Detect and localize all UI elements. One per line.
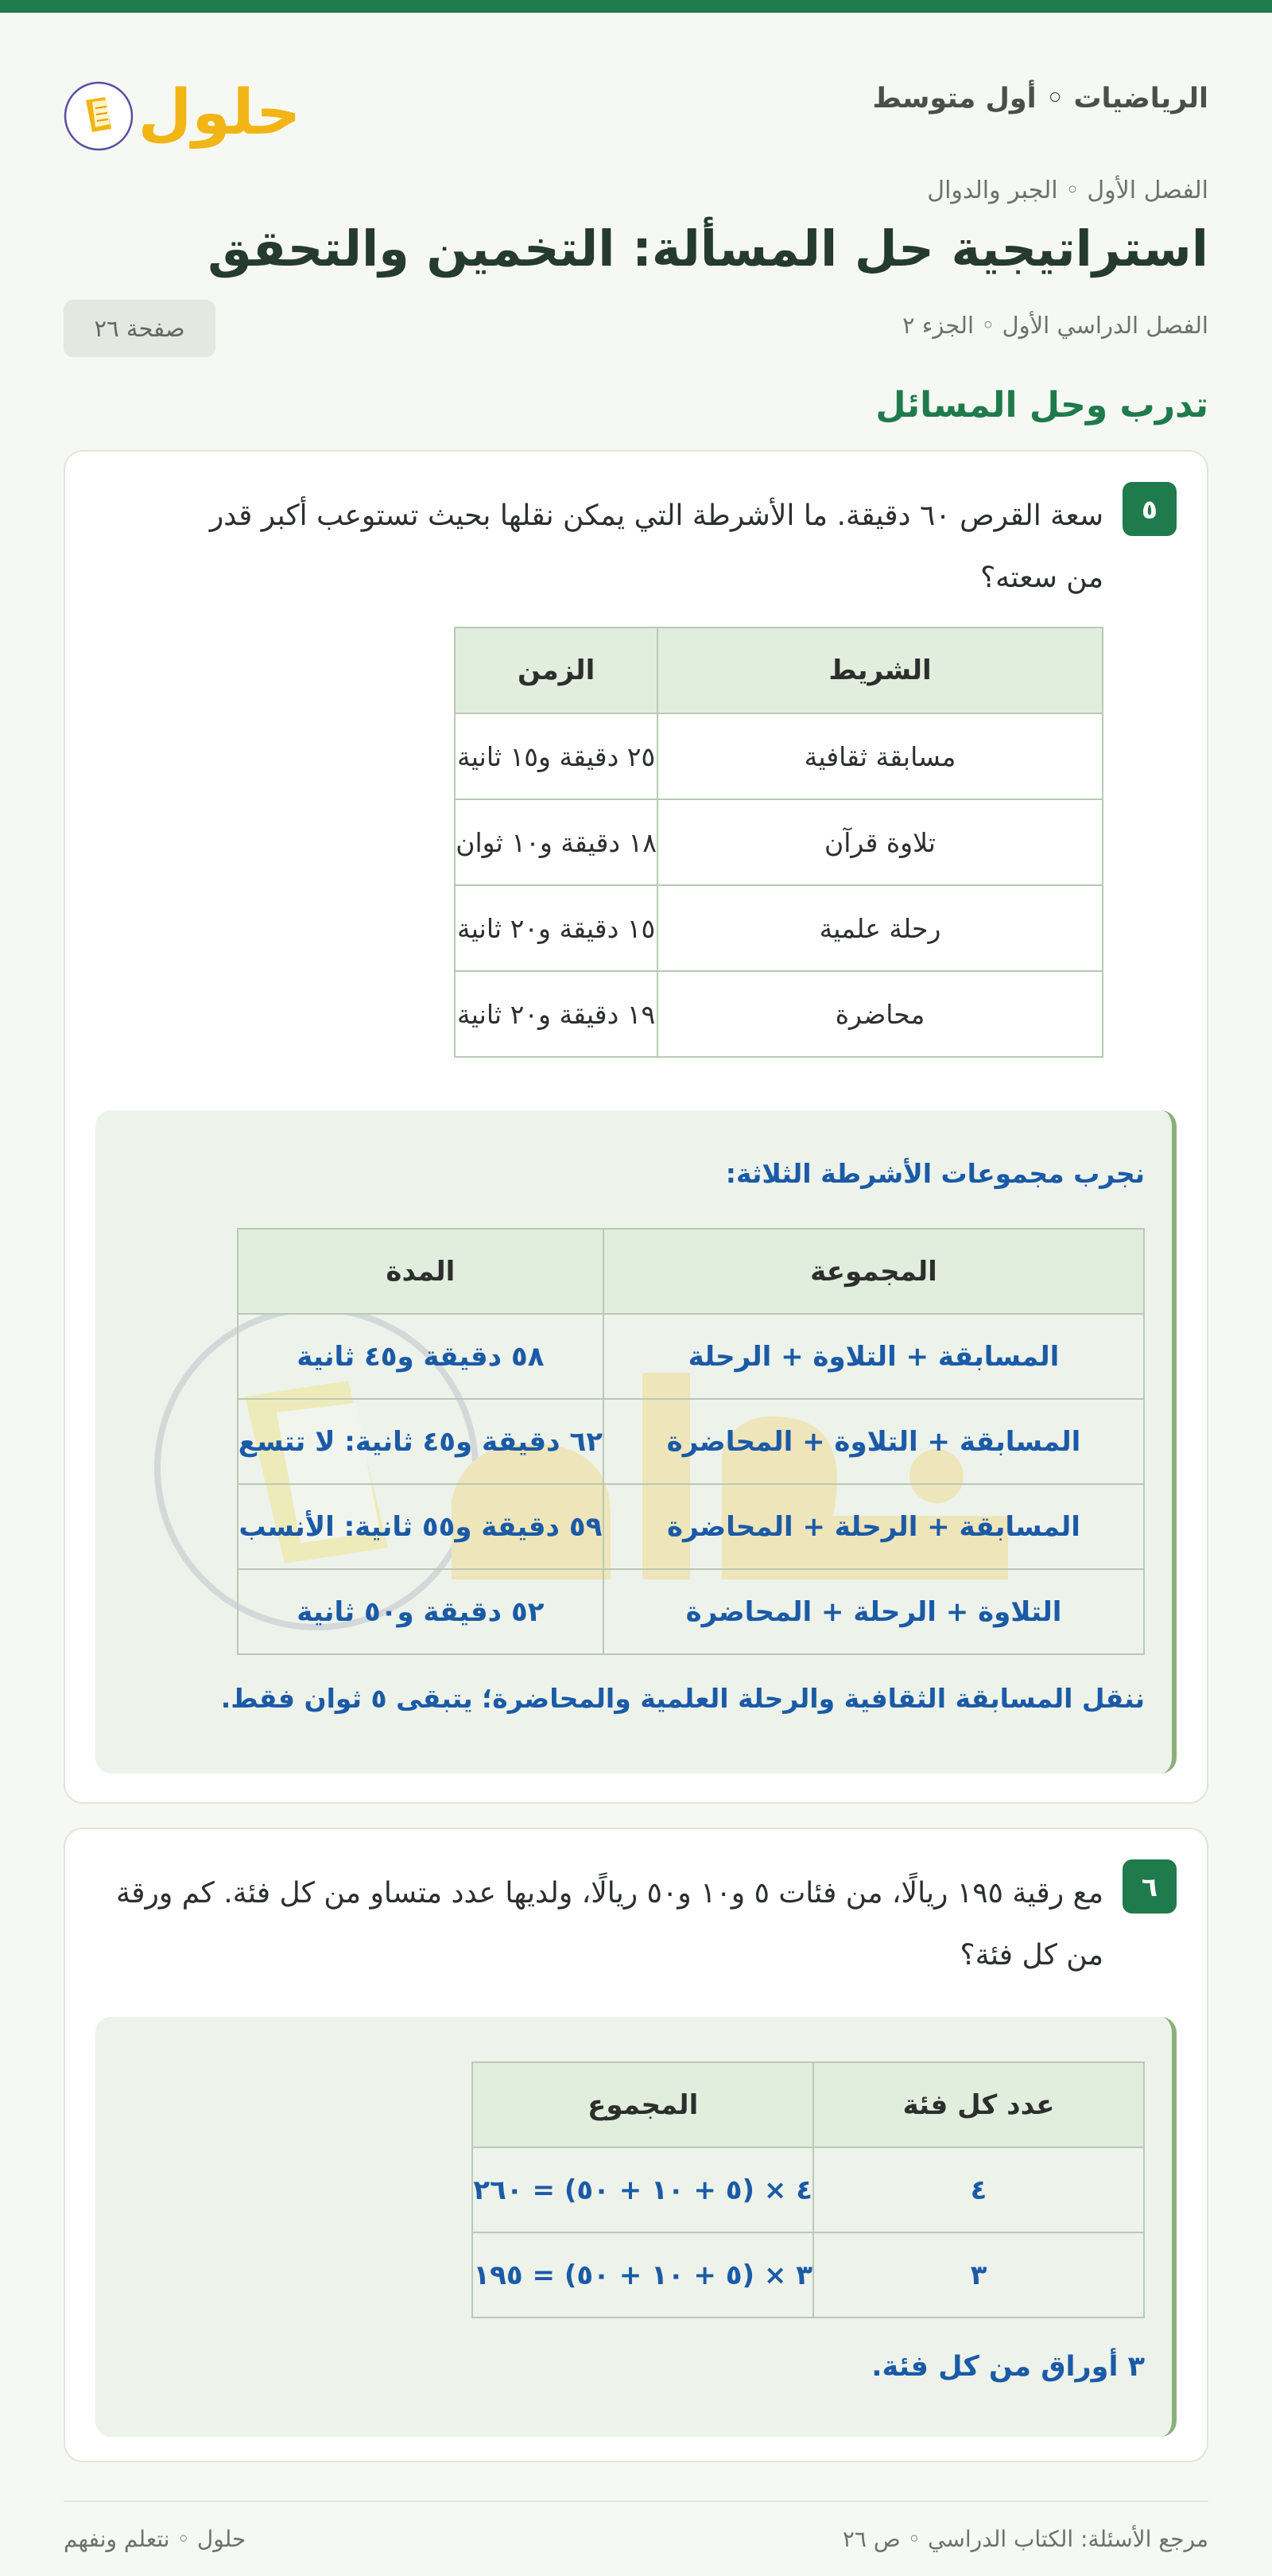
question-number-badge: ٦ [1123,1859,1177,1914]
table-cell: ٣ [813,2232,1144,2318]
table-header-cell: المجموعة [603,1229,1144,1314]
question-text: سعة القرص ٦٠ دقيقة. ما الأشرطة التي يمكن نقلها بحيث تستوعب أكبر قدر من سعته؟ [209,499,1103,594]
table-row [455,885,1103,971]
table-cell: رحلة علمية [657,885,1103,971]
table-row [238,1484,1144,1569]
table-header-cell: الزمن [455,627,657,713]
page-header [64,51,1208,149]
table-header-row [238,1229,1144,1314]
table-cell: ٢٥ دقيقة و١٥ ثانية [455,713,657,799]
page-number-badge: صفحة ٢٦ [64,300,215,357]
table-cell: ٦٢ دقيقة و٤٥ ثانية: لا تتسع [238,1399,603,1484]
combinations-table [237,1228,1145,1655]
table-header-cell: المدة [238,1229,603,1314]
solution-box [95,1110,1177,1774]
table-row [455,799,1103,885]
table-cell: مسابقة ثقافية [657,713,1103,799]
hulul-logo [64,51,302,154]
solution-answer: ٣ أوراق من كل فئة. [871,2351,1145,2383]
question-text: مع رقية ١٩٥ ريالًا، من فئات ٥ و١٠ و٥٠ ريالًا، ولديها عدد متساو من كل فئة. كم ورقة من كل فئة؟ [115,1877,1103,1972]
page [64,13,1208,2576]
table-cell: المسابقة + التلاوة + المحاضرة [603,1399,1144,1484]
denominations-table [471,2061,1145,2318]
section-title: تدرب وحل المسائل [875,385,1208,425]
table-cell: تلاوة قرآن [657,799,1103,885]
table-cell: ٥٨ دقيقة و٤٥ ثانية [238,1314,603,1399]
question-number-badge: ٥ [1123,482,1177,536]
table-cell: ٣ × (٥ + ١٠ + ٥٠) = ١٩٥ [472,2232,813,2318]
table-row [472,2232,1144,2318]
logo-text: حلول [138,77,301,149]
footer-reference: مرجع الأسئلة: الكتاب الدراسي ◦ ص ٢٦ [842,2526,1208,2552]
footer-divider [64,2500,1208,2502]
table-row [455,713,1103,799]
table-header-row [472,2062,1144,2147]
tapes-table [454,627,1103,1058]
table-header-cell: المجموع [472,2062,813,2147]
table-cell: ١٩ دقيقة و٢٠ ثانية [455,971,657,1057]
table-cell: محاضرة [657,971,1103,1057]
question-card-6 [64,1828,1208,2462]
table-cell: ٥٢ دقيقة و٥٠ ثانية [238,1569,603,1654]
table-cell: ٥٩ دقيقة و٥٥ ثانية: الأنسب [238,1484,603,1569]
table-row [238,1314,1144,1399]
page-title: استراتيجية حل المسألة: التخمين والتحقق [207,220,1208,278]
solution-conclusion: ننقل المسابقة الثقافية والرحلة العلمية والمحاضرة؛ يتبقى ٥ ثوان فقط. [220,1683,1145,1714]
table-header-row [455,627,1103,713]
solution-heading: نجرب مجموعات الأشرطة الثلاثة: [725,1158,1145,1189]
solution-box [95,2017,1177,2437]
table-row [472,2147,1144,2232]
table-cell: ١٥ دقيقة و٢٠ ثانية [455,885,657,971]
table-cell: ٤ × (٥ + ١٠ + ٥٠) = ٢٦٠ [472,2147,813,2232]
table-header-cell: عدد كل فئة [813,2062,1144,2147]
top-accent-bar [0,0,1272,13]
chapter-label: الفصل الأول ◦ الجبر والدوال [927,177,1208,204]
question-card-5 [64,450,1208,1804]
term-label: الفصل الدراسي الأول ◦ الجزء ٢ [902,312,1208,339]
table-row [238,1569,1144,1654]
table-cell: ١٨ دقيقة و١٠ ثوان [455,799,657,885]
table-header-cell: الشريط [657,627,1103,713]
table-row [238,1399,1144,1484]
table-cell: التلاوة + الرحلة + المحاضرة [603,1569,1144,1654]
table-cell: ٤ [813,2147,1144,2232]
subject-label: الرياضيات ◦ أول متوسط [872,83,1208,115]
table-row [455,971,1103,1057]
table-cell: المسابقة + الرحلة + المحاضرة [603,1484,1144,1569]
table-cell: المسابقة + التلاوة + الرحلة [603,1314,1144,1399]
footer-brand: حلول ◦ نتعلم ونفهم [64,2526,246,2552]
